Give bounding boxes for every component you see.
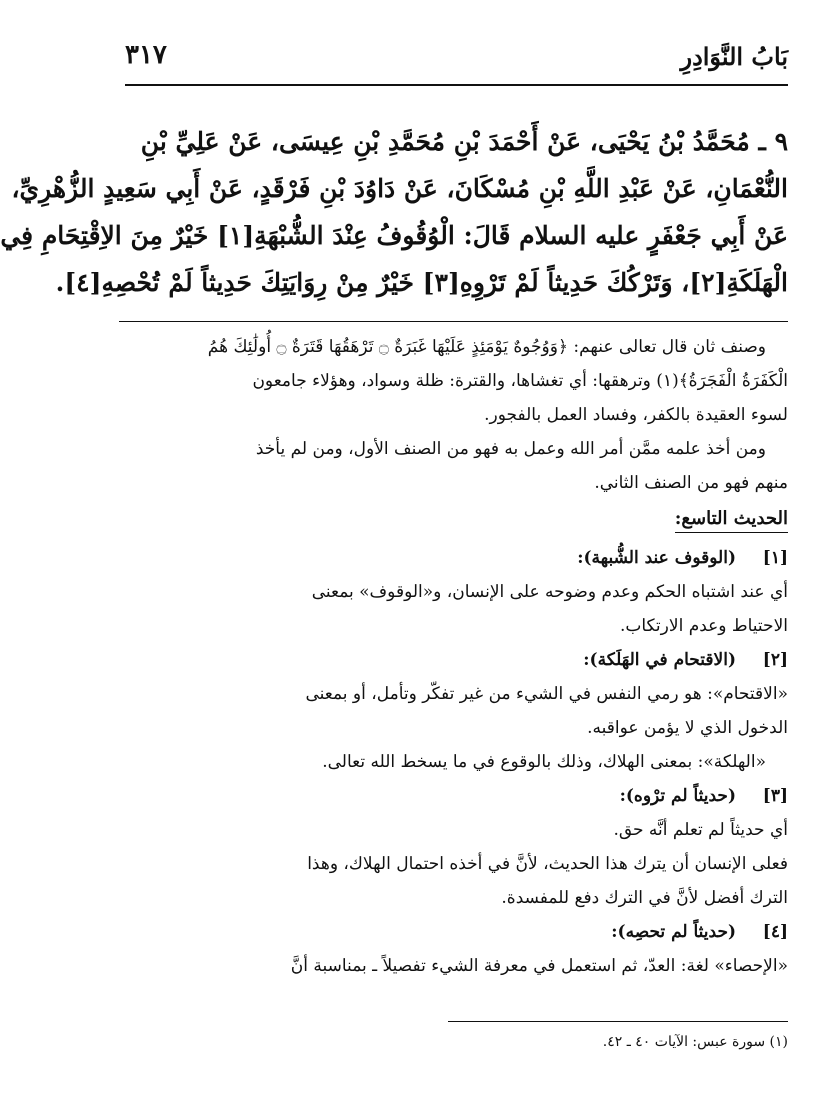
- text-divider: [119, 321, 788, 322]
- commentary-line: لسوء العقيدة بالكفر، وفساد العمل بالفجور.: [484, 405, 788, 425]
- commentary-line: ومن أخذ علمه ممَّن أمر الله وعمل به فهو من الصنف الأول، ومن لم يأخذ: [255, 439, 766, 459]
- footnote: (١) سورة عبس: الآيات ٤٠ ـ ٤٢.: [602, 1034, 788, 1050]
- hadith-line: الْهَلَكَةِ[٢]، وَتَرْكُكَ حَدِيثاً لَمْ تَرْوِهِ[٣] خَيْرٌ مِنْ رِوَايَتِكَ حَدِيثاً لَمْ تُحْصِهِ[٤].: [55, 268, 788, 297]
- note-title: (الوقوف عند الشُّبهة):: [577, 548, 736, 568]
- hadith-text: [0, 118, 788, 306]
- note-number: [٤]: [762, 922, 788, 942]
- note-line: الدخول الذي لا يؤمن عواقبه.: [587, 718, 788, 738]
- note-line: الاحتياط وعدم الارتكاب.: [619, 616, 788, 636]
- note-number: [١]: [762, 548, 788, 568]
- note-line: أي عند اشتباه الحكم وعدم وضوحه على الإنسان، و«الوقوف» بمعنى: [311, 582, 788, 602]
- note-number: [٣]: [762, 786, 788, 806]
- page-header: [125, 38, 788, 86]
- chapter-title: بَابُ النَّوَادِرِ: [680, 42, 788, 71]
- footnote-rule: [448, 1021, 788, 1022]
- note-line: «الإحصاء» لغة: العدّ، ثم استعمل في معرفة الشيء تفصيلاً ـ بمناسبة أنَّ: [290, 956, 788, 976]
- commentary: [119, 330, 788, 983]
- note-number: [٢]: [762, 650, 788, 670]
- hadith-line: ٩ ـ مُحَمَّدُ بْنُ يَحْيَى، عَنْ أَحْمَدَ بْنِ مُحَمَّدِ بْنِ عِيسَى، عَنْ عَلِيِّ بْنِ: [140, 127, 788, 156]
- note-line: أي حديثاً لم تعلم أنَّه حق.: [613, 820, 788, 840]
- note-4: [119, 915, 788, 983]
- note-3: [119, 779, 788, 915]
- note-title: (الاقتحام في الهَلَكة):: [583, 650, 736, 670]
- commentary-line: وصنف ثان قال تعالى عنهم: ﴿وَوُجُوهٌ يَوْمَئِذٍ عَلَيْهَا غَبَرَةٌ ۝ تَرْهَقُهَا قَتَرَةٌ ۝ أُولَٰئِكَ هُمُ: [207, 337, 766, 357]
- note-line: الترك أفضل لأنَّ في الترك دفع للمفسدة.: [501, 888, 788, 908]
- hadith-line: النُّعْمَانِ، عَنْ عَبْدِ اللَّهِ بْنِ مُسْكَانَ، عَنْ دَاوُدَ بْنِ فَرْقَدٍ، عَنْ أَبِي سَعِيدٍ الزُّهْرِيِّ،: [11, 174, 788, 203]
- commentary-line: الْكَفَرَةُ الْفَجَرَةُ﴾(١) وترهقها: أي تغشاها، والقترة: ظلة وسواد، وهؤلاء جامعون: [252, 371, 788, 391]
- note-line: فعلى الإنسان أن يترك هذا الحديث، لأنَّ في أخذه احتمال الهلاك، وهذا: [307, 854, 788, 874]
- section-heading: الحديث التاسع:: [675, 506, 788, 533]
- note-2: [119, 643, 788, 779]
- page-number: ٣١٧: [125, 40, 167, 70]
- commentary-line: منهم فهو من الصنف الثاني.: [594, 473, 788, 493]
- note-line: «الهلكة»: بمعنى الهلاك، وذلك بالوقوع في ما يسخط الله تعالى.: [322, 752, 766, 772]
- note-title: (حديثاً لم ترْوه):: [619, 786, 736, 806]
- note-title: (حديثاً لم تحصِه):: [611, 922, 736, 942]
- hadith-line: عَنْ أَبِي جَعْفَرٍ عليه السلام قَالَ: الْوُقُوفُ عِنْدَ الشُّبْهَةِ[١] خَيْرٌ مِنَ الاِقْتِحَامِ فِي: [0, 221, 788, 250]
- note-line: «الاقتحام»: هو رمي النفس في الشيء من غير تفكّر وتأمل، أو بمعنى: [305, 684, 788, 704]
- note-1: [119, 541, 788, 643]
